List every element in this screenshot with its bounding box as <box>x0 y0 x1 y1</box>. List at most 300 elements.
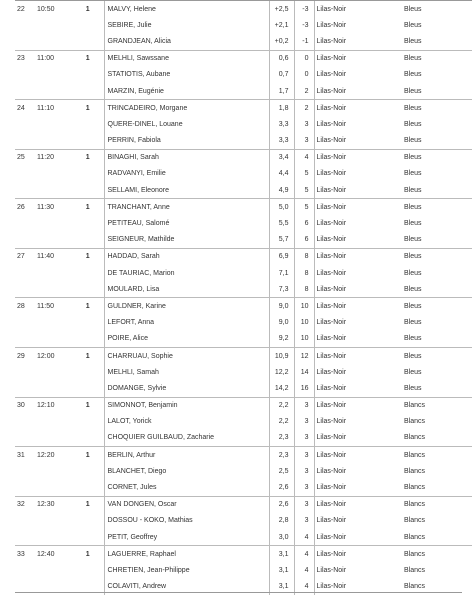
player-course: Lilas-Noir <box>314 33 402 50</box>
player-name[interactable]: TRINCADEIRO, Morgane <box>104 100 269 117</box>
player-tees: Bleus <box>404 71 422 79</box>
player-tees: Bleus <box>404 368 422 376</box>
player-index: 3,3 <box>269 116 294 132</box>
player-name[interactable]: MELHLI, Samah <box>104 364 269 380</box>
player-handicap: 10 <box>294 315 314 331</box>
group-number: 31 <box>17 451 25 459</box>
player-course: Lilas-Noir <box>314 215 402 231</box>
tee-number: 1 <box>85 352 90 360</box>
start-time: 10:50 <box>37 5 55 13</box>
player-tees: Bleus <box>404 120 422 128</box>
table-row <box>15 331 472 348</box>
player-course: Lilas-Noir <box>314 414 402 430</box>
player-index: 5,7 <box>269 232 294 249</box>
player-handicap: 10 <box>294 331 314 348</box>
tee-number <box>72 479 104 496</box>
group-number: 25 <box>17 154 25 162</box>
player-name[interactable]: BLANCHET, Diego <box>104 463 269 479</box>
tee-number <box>72 331 104 348</box>
start-time <box>35 33 72 50</box>
player-course: Lilas-Noir <box>314 265 402 281</box>
player-course: Lilas-Noir <box>314 479 402 496</box>
player-handicap: 8 <box>294 265 314 281</box>
player-handicap: 0 <box>294 67 314 83</box>
player-index: 0,6 <box>269 50 294 67</box>
tee-number: 1 <box>85 501 90 509</box>
player-index: 4,9 <box>269 182 294 199</box>
start-time: 12:40 <box>37 550 55 558</box>
start-time <box>35 166 72 182</box>
tee-number <box>72 232 104 249</box>
player-index: 9,0 <box>269 315 294 331</box>
player-course: Lilas-Noir <box>314 562 402 578</box>
tee-number <box>72 380 104 397</box>
start-time: 11:00 <box>37 55 54 63</box>
tee-number <box>72 116 104 132</box>
start-time <box>35 364 72 380</box>
table-row <box>15 1 472 18</box>
group-number: 33 <box>17 550 25 558</box>
start-time <box>35 116 72 132</box>
start-time <box>35 430 72 447</box>
player-handicap: 12 <box>294 347 314 364</box>
player-name[interactable]: TRANCHANT, Anne <box>104 199 269 216</box>
table-row <box>15 67 472 83</box>
start-time <box>35 281 72 298</box>
player-tees: Blancs <box>404 467 426 475</box>
player-name[interactable]: CHRETIEN, Jean-Philippe <box>104 562 269 578</box>
start-time <box>35 17 72 33</box>
tee-number <box>72 182 104 199</box>
player-tees: Blancs <box>404 550 426 558</box>
start-time <box>35 83 72 100</box>
player-course: Lilas-Noir <box>314 116 402 132</box>
group-number <box>15 380 35 397</box>
player-name[interactable]: DE TAURIAC, Marion <box>104 265 269 281</box>
player-name[interactable]: CORNET, Jules <box>104 479 269 496</box>
player-handicap: 5 <box>294 199 314 216</box>
player-name[interactable]: MALVY, Helene <box>104 1 269 18</box>
player-tees: Bleus <box>402 232 472 249</box>
tee-number <box>72 17 104 33</box>
table-row <box>15 232 472 249</box>
tee-number: 1 <box>85 55 90 63</box>
table-row <box>15 529 472 546</box>
table-row <box>15 149 472 166</box>
player-index: 5,0 <box>269 199 294 216</box>
start-time <box>35 380 72 397</box>
player-handicap: 6 <box>294 215 314 231</box>
tee-number <box>72 364 104 380</box>
player-name[interactable]: POIRE, Alice <box>104 331 269 348</box>
player-tees: Bleus <box>402 380 472 397</box>
player-handicap: 4 <box>294 529 314 546</box>
player-name[interactable]: QUERE-DINEL, Louane <box>104 116 269 132</box>
table-row <box>15 414 472 430</box>
player-course: Lilas-Noir <box>314 380 402 397</box>
table-row <box>15 380 472 397</box>
start-time: 12:30 <box>37 501 55 509</box>
table-row <box>15 546 472 563</box>
player-course: Lilas-Noir <box>314 100 402 117</box>
player-name[interactable]: PETIT, Geoffrey <box>104 529 269 546</box>
player-handicap: -3 <box>294 17 314 33</box>
start-time <box>35 265 72 281</box>
player-course: Lilas-Noir <box>314 364 402 380</box>
tee-number <box>72 133 104 150</box>
tee-number <box>72 67 104 83</box>
player-tees: Bleus <box>404 319 422 327</box>
tee-number: 1 <box>85 154 90 162</box>
player-tees: Bleus <box>404 203 422 211</box>
player-name[interactable]: BINAGHI, Sarah <box>104 149 269 166</box>
tee-number <box>72 281 104 298</box>
player-name[interactable]: DOSSOU - KOKO, Mathias <box>104 513 269 529</box>
player-tees: Bleus <box>404 302 422 310</box>
table-row <box>15 182 472 199</box>
player-tees: Blancs <box>404 402 426 410</box>
table-row <box>15 199 472 216</box>
player-name[interactable]: LAGUERRE, Raphael <box>104 546 269 563</box>
player-tees: Bleus <box>404 55 422 63</box>
start-time <box>35 133 72 150</box>
table-row <box>15 479 472 496</box>
group-number <box>15 562 35 578</box>
start-time <box>35 331 72 348</box>
player-course: Lilas-Noir <box>314 496 402 513</box>
player-tees: Blancs <box>402 579 472 595</box>
table-row <box>15 215 472 231</box>
player-index: 10,9 <box>269 347 294 364</box>
group-number <box>15 33 35 50</box>
player-handicap: 5 <box>294 166 314 182</box>
player-course: Lilas-Noir <box>314 331 402 348</box>
table-row <box>15 513 472 529</box>
tee-number: 1 <box>85 203 90 211</box>
player-name[interactable]: SELLAMI, Eleonore <box>104 182 269 199</box>
start-time <box>35 414 72 430</box>
player-tees: Blancs <box>404 451 426 459</box>
tee-number: 1 <box>85 253 90 261</box>
table-row <box>15 100 472 117</box>
player-index: 7,3 <box>269 281 294 298</box>
player-course: Lilas-Noir <box>314 315 402 331</box>
player-tees: Bleus <box>402 133 472 150</box>
player-handicap: 3 <box>294 397 314 414</box>
player-course: Lilas-Noir <box>314 17 402 33</box>
player-handicap: 3 <box>294 414 314 430</box>
player-tees: Bleus <box>402 33 472 50</box>
group-number <box>15 529 35 546</box>
group-number <box>15 315 35 331</box>
player-course: Lilas-Noir <box>314 579 402 595</box>
player-handicap: 16 <box>294 380 314 397</box>
start-time <box>35 67 72 83</box>
table-row <box>15 562 472 578</box>
player-handicap: 3 <box>294 133 314 150</box>
start-time: 11:40 <box>37 253 54 261</box>
player-tees: Bleus <box>404 104 422 112</box>
table-row <box>15 166 472 182</box>
group-number: 24 <box>17 104 25 112</box>
player-handicap: 4 <box>294 562 314 578</box>
player-name[interactable]: STATIOTIS, Aubane <box>104 67 269 83</box>
start-time: 11:10 <box>37 104 54 112</box>
tee-number <box>72 166 104 182</box>
player-course: Lilas-Noir <box>314 546 402 563</box>
tee-number <box>72 265 104 281</box>
player-course: Lilas-Noir <box>314 513 402 529</box>
player-handicap: 0 <box>294 50 314 67</box>
player-index: 3,0 <box>269 529 294 546</box>
player-index: +2,1 <box>269 17 294 33</box>
start-time <box>35 529 72 546</box>
table-row <box>15 33 472 50</box>
player-tees: Bleus <box>402 182 472 199</box>
tee-number <box>72 513 104 529</box>
group-number <box>15 83 35 100</box>
start-time <box>35 315 72 331</box>
start-time <box>35 182 72 199</box>
player-handicap: 14 <box>294 364 314 380</box>
table-row <box>15 248 472 265</box>
player-course: Lilas-Noir <box>314 430 402 447</box>
start-time: 11:20 <box>37 154 54 162</box>
player-tees: Blancs <box>402 479 472 496</box>
player-index: 1,7 <box>269 83 294 100</box>
start-time: 12:10 <box>37 402 55 410</box>
player-course: Lilas-Noir <box>314 50 402 67</box>
start-time <box>35 562 72 578</box>
player-name[interactable]: CHARRUAU, Sophie <box>104 347 269 364</box>
player-name[interactable]: CHOQUIER GUILBAUD, Zacharie <box>104 430 269 447</box>
player-index: 9,2 <box>269 331 294 348</box>
player-tees: Bleus <box>404 253 422 261</box>
player-handicap: 2 <box>294 100 314 117</box>
table-row <box>15 463 472 479</box>
player-name[interactable]: MOULARD, Lisa <box>104 281 269 298</box>
player-tees: Bleus <box>404 352 422 360</box>
table-row <box>15 397 472 414</box>
player-course: Lilas-Noir <box>314 67 402 83</box>
start-list-table <box>15 0 472 595</box>
table-row <box>15 496 472 513</box>
tee-number: 1 <box>85 550 90 558</box>
player-tees: Blancs <box>404 566 426 574</box>
player-index: 2,8 <box>269 513 294 529</box>
player-handicap: 8 <box>294 281 314 298</box>
player-index: 5,5 <box>269 215 294 231</box>
group-number <box>15 430 35 447</box>
group-number <box>15 133 35 150</box>
player-course: Lilas-Noir <box>314 281 402 298</box>
start-time: 12:20 <box>37 451 55 459</box>
tee-number <box>72 215 104 231</box>
player-handicap: -3 <box>294 1 314 18</box>
tee-number <box>72 430 104 447</box>
player-index: 4,4 <box>269 166 294 182</box>
player-tees: Bleus <box>402 83 472 100</box>
player-index: 3,4 <box>269 149 294 166</box>
player-name[interactable]: VAN DONGEN, Oscar <box>104 496 269 513</box>
table-row <box>15 50 472 67</box>
player-course: Lilas-Noir <box>314 248 402 265</box>
player-handicap: 3 <box>294 479 314 496</box>
player-name[interactable]: MELHLI, Sawssane <box>104 50 269 67</box>
player-index: 3,1 <box>269 579 294 595</box>
player-handicap: 2 <box>294 83 314 100</box>
start-time <box>35 215 72 231</box>
player-name[interactable]: GULDNER, Karine <box>104 298 269 315</box>
start-time <box>35 479 72 496</box>
player-handicap: 4 <box>294 546 314 563</box>
player-handicap: 3 <box>294 463 314 479</box>
player-handicap: 3 <box>294 116 314 132</box>
player-course: Lilas-Noir <box>314 83 402 100</box>
player-course: Lilas-Noir <box>314 447 402 464</box>
group-number <box>15 364 35 380</box>
group-number <box>15 166 35 182</box>
group-number: 30 <box>17 402 25 410</box>
table-row <box>15 265 472 281</box>
player-index: 2,6 <box>269 496 294 513</box>
player-index: 1,8 <box>269 100 294 117</box>
player-index: 2,2 <box>269 414 294 430</box>
player-tees: Bleus <box>404 170 422 178</box>
start-time <box>35 513 72 529</box>
start-list-body <box>15 1 472 595</box>
group-number <box>15 513 35 529</box>
player-name[interactable]: PERRIN, Fabiola <box>104 133 269 150</box>
group-number: 23 <box>17 55 25 63</box>
player-course: Lilas-Noir <box>314 529 402 546</box>
player-index: +2,5 <box>269 1 294 18</box>
player-index: 0,7 <box>269 67 294 83</box>
table-row <box>15 364 472 380</box>
player-name[interactable]: SEIGNEUR, Mathilde <box>104 232 269 249</box>
player-name[interactable]: COLAVITI, Andrew <box>104 579 269 595</box>
tee-number: 1 <box>85 451 90 459</box>
tee-number <box>72 315 104 331</box>
table-row <box>15 447 472 464</box>
player-tees: Blancs <box>404 501 426 509</box>
player-tees: Blancs <box>404 517 426 525</box>
player-name[interactable]: BERLIN, Arthur <box>104 447 269 464</box>
group-number: 28 <box>17 302 25 310</box>
player-name[interactable]: SEBIRE, Julie <box>104 17 269 33</box>
group-number: 29 <box>17 352 25 360</box>
player-course: Lilas-Noir <box>314 182 402 199</box>
player-index: 2,3 <box>269 430 294 447</box>
player-index: 7,1 <box>269 265 294 281</box>
group-number <box>15 215 35 231</box>
player-index: 2,2 <box>269 397 294 414</box>
player-tees: Bleus <box>404 220 422 228</box>
table-row <box>15 315 472 331</box>
tee-number <box>72 463 104 479</box>
group-number: 26 <box>17 203 25 211</box>
player-name[interactable]: LEFORT, Anna <box>104 315 269 331</box>
tee-number: 1 <box>85 402 90 410</box>
start-time <box>35 232 72 249</box>
group-number <box>15 281 35 298</box>
player-index: 2,3 <box>269 447 294 464</box>
tee-number <box>72 414 104 430</box>
group-number <box>15 182 35 199</box>
table-bottom-rule <box>15 592 462 593</box>
player-handicap: 5 <box>294 182 314 199</box>
player-handicap: 4 <box>294 579 314 595</box>
player-course: Lilas-Noir <box>314 298 402 315</box>
player-name[interactable]: DOMANGE, Sylvie <box>104 380 269 397</box>
player-tees: Bleus <box>404 154 422 162</box>
start-time: 11:50 <box>37 302 54 310</box>
player-tees: Blancs <box>402 529 472 546</box>
player-tees: Bleus <box>404 21 422 29</box>
group-number <box>15 17 35 33</box>
table-row <box>15 281 472 298</box>
group-number <box>15 232 35 249</box>
player-handicap: 3 <box>294 447 314 464</box>
player-handicap: 3 <box>294 513 314 529</box>
group-number: 27 <box>17 253 25 261</box>
player-index: +0,2 <box>269 33 294 50</box>
player-handicap: 3 <box>294 430 314 447</box>
tee-number: 1 <box>85 302 90 310</box>
player-course: Lilas-Noir <box>314 199 402 216</box>
table-row <box>15 298 472 315</box>
player-name[interactable]: SIMONNOT, Benjamin <box>104 397 269 414</box>
player-tees: Bleus <box>402 331 472 348</box>
group-number <box>15 331 35 348</box>
player-index: 2,5 <box>269 463 294 479</box>
table-row <box>15 430 472 447</box>
player-name[interactable]: GRANDJEAN, Alicia <box>104 33 269 50</box>
group-number: 32 <box>17 501 25 509</box>
player-course: Lilas-Noir <box>314 397 402 414</box>
player-course: Lilas-Noir <box>314 133 402 150</box>
player-index: 12,2 <box>269 364 294 380</box>
group-number <box>15 463 35 479</box>
group-number <box>15 265 35 281</box>
player-name[interactable]: LALOT, Yorick <box>104 414 269 430</box>
group-number <box>15 67 35 83</box>
player-name[interactable]: RADVANYI, Emilie <box>104 166 269 182</box>
group-number: 22 <box>17 5 25 13</box>
group-number <box>15 116 35 132</box>
player-tees: Bleus <box>404 269 422 277</box>
start-time: 12:00 <box>37 352 55 360</box>
player-tees: Blancs <box>404 418 426 426</box>
player-course: Lilas-Noir <box>314 149 402 166</box>
group-number <box>15 479 35 496</box>
table-row <box>15 116 472 132</box>
player-index: 3,3 <box>269 133 294 150</box>
start-time: 11:30 <box>37 203 54 211</box>
player-name[interactable]: MARZIN, Eugénie <box>104 83 269 100</box>
player-index: 3,1 <box>269 562 294 578</box>
player-name[interactable]: PETITEAU, Salomé <box>104 215 269 231</box>
tee-number: 1 <box>85 104 90 112</box>
tee-number <box>72 562 104 578</box>
player-course: Lilas-Noir <box>314 463 402 479</box>
player-course: Lilas-Noir <box>314 347 402 364</box>
group-number <box>15 414 35 430</box>
player-course: Lilas-Noir <box>314 1 402 18</box>
player-tees: Bleus <box>404 5 422 13</box>
player-name[interactable]: HADDAD, Sarah <box>104 248 269 265</box>
player-index: 2,6 <box>269 479 294 496</box>
